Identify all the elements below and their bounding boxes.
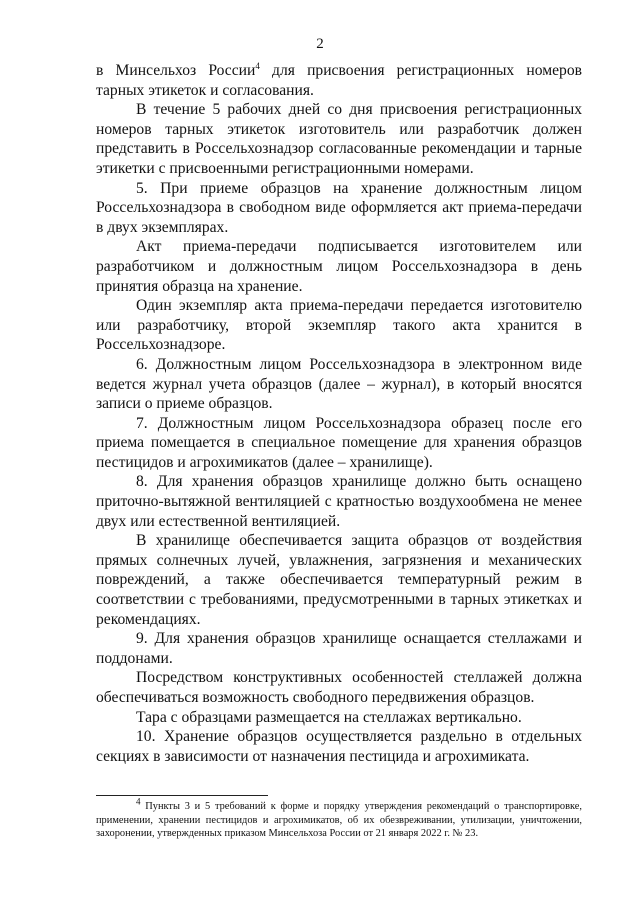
paragraph-11: Посредством конструктивных особенностей стеллажей должна обеспечиваться возможность свободного передвижения образцов. bbox=[96, 669, 582, 706]
footnote-text: Пункты 3 и 5 требований к форме и порядку утверждения рекомендаций о транспортировке, применении, хранении пестицидов и агрохимикатов, об их обезвреживании, утилизации, уничтожении, захоронении, утвержденных приказом Минсельхоза России от 21 января 2022 г. № 23. bbox=[96, 801, 582, 840]
paragraph-8: 8. Для хранения образцов хранилище должно быть оснащено приточно-вытяжной вентиляцией с кратностью воздухообмена не менее двух или естественной вентиляцией. bbox=[96, 473, 582, 530]
footnote-ref: 4 bbox=[255, 60, 260, 71]
paragraph-2: В течение 5 рабочих дней со дня присвоения регистрационных номеров тарных этикеток изготовитель или разработчик должен представить в Россельхознадзор согласованные рекомендации и тарные этикетки с присвоенными регистрационными номерами. bbox=[96, 101, 582, 177]
paragraph-9: В хранилище обеспечивается защита образцов от воздействия прямых солнечных лучей, увлажнения, загрязнения и механических повреждений, а также обеспечивается температурный режим в соответствии с требованиями, предусмотренными в тарных этикетках и рекомендациях. bbox=[96, 532, 582, 628]
footnote-mark: 4 bbox=[136, 796, 141, 807]
page-number: 2 bbox=[316, 36, 324, 52]
paragraph-10: 9. Для хранения образцов хранилище оснащается стеллажами и поддонами. bbox=[96, 630, 582, 667]
paragraph-1 bbox=[96, 61, 582, 100]
paragraph-12: Тара с образцами размещается на стеллажах вертикально. bbox=[136, 708, 522, 726]
paragraph-3: 5. При приеме образцов на хранение должностным лицом Россельхознадзора в свободном виде оформляется акт приема-передачи в двух экземплярах. bbox=[96, 179, 582, 236]
paragraph-13: 10. Хранение образцов осуществляется раздельно в отдельных секциях в зависимости от назначения пестицида и агрохимиката. bbox=[96, 728, 582, 765]
paragraph-6: 6. Должностным лицом Россельхознадзора в электронном виде ведется журнал учета образцов (далее – журнал), в который вносятся записи о приеме образцов. bbox=[96, 355, 582, 413]
paragraph-4: Акт приема-передачи подписывается изготовителем или разработчиком и должностным лицом Россельхознадзора в день принятия образца на хранение. bbox=[96, 238, 582, 295]
footnote-divider bbox=[96, 795, 268, 796]
paragraph-text-tail: для присвоения регистрационных номеров тарных этикеток и согласования. bbox=[96, 62, 582, 99]
paragraph-7: 7. Должностным лицом Россельхознадзора образец после его приема помещается в специальное помещение для хранения образцов пестицидов и агрохимикатов (далее – хранилище). bbox=[96, 414, 582, 471]
paragraph-text: в Минсельхоз России bbox=[96, 62, 256, 79]
footnote bbox=[96, 796, 582, 841]
paragraph-5: Один экземпляр акта приема-передачи передается изготовителю или разработчику, второй экземпляр такого акта хранится в Россельхознадзоре. bbox=[96, 297, 582, 354]
document-body bbox=[96, 61, 582, 766]
